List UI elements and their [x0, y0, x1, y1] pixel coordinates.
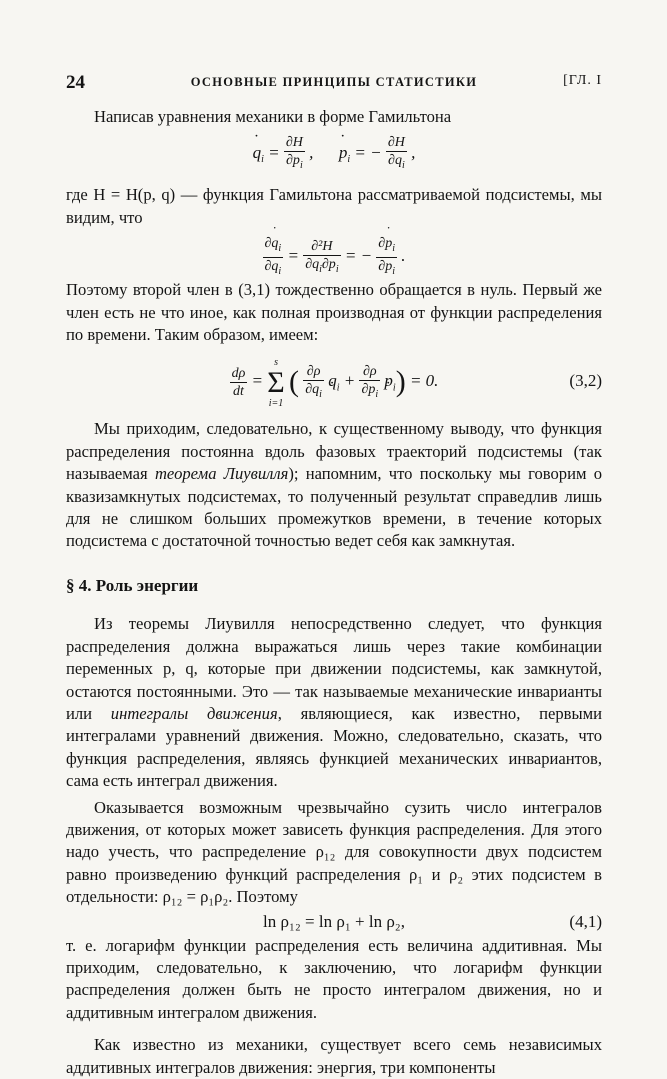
- equation-4-1: [66, 909, 602, 935]
- equation-number-3-2: (3,2): [569, 371, 602, 391]
- equation-derivative-identity: $\frac{\partial˙ q_i}{\partial q_i}$ = $\frac{\text{∂²H}}{\partial q_i\partial p_i}$ = − $\frac{\partial˙ p_i}{\partial p_i}$ .: [66, 235, 602, 279]
- equation-hamilton: ˙ $q_i$ = $\frac{\partial H}{\partial p_i}$ , ˙ $p_i$ = − $\frac{\partial H}{\partial q_i}$ ,: [66, 134, 602, 180]
- paragraph-5: [66, 613, 602, 792]
- paragraph-1: Написав уравнения механики в форме Гамильтона: [94, 107, 452, 126]
- paragraph-4-part-b: ); напомним, что поскольку мы говорим о квазизамкнутых подсистемах, то полученный результат справедлив лишь для не слишком больших промежутков времени, в течение которых подсистема с достаточной точностью ведет себя как замкнутая.: [66, 464, 602, 551]
- paragraph-8: Как известно из механики, существует всего семь независимых аддитивных интегралов движения: энергия, три компоненты: [66, 1035, 602, 1077]
- paragraph-5-part-a: Из теоремы Лиувилля непосредственно следует, что функция распределения должна выражаться лишь через такие комбинации переменных p, q, которые при движении подсистемы, как замкнутой, остаются постоянными. Это — так называемые механические инварианты или: [66, 614, 602, 723]
- sum-lower-limit: i=1: [268, 397, 284, 409]
- sum-upper-limit: s: [274, 356, 278, 368]
- paragraph-7: т. е. логарифм функции распределения есть величина аддитивная. Мы приходим, следовательно, к заключению, что логарифм функции распределения должен быть не просто интегралом движения, но и аддитивным интегралом движения.: [66, 935, 602, 1022]
- paragraph-6: Оказывается возможным чрезвычайно сузить число интегралов движения, от которых может зависеть функция распределения. Для этого надо учесть, что распределение ρ₁₂ для совокупности двух подсистем равно произведению функций распределения ρ₁ и ρ₂ этих подсистем в отдельности: ρ₁₂ = ρ₁ρ₂. Поэтому: [66, 797, 602, 907]
- running-title: ОСНОВНЫЕ ПРИНЦИПЫ СТАТИСТИКИ: [190, 75, 478, 89]
- liouville-theorem-term: теорема Лиувилля: [154, 464, 289, 484]
- paragraph-2: где H = H(p, q) — функция Гамильтона рассматриваемой подсистемы, мы видим, что: [66, 185, 602, 227]
- integrals-of-motion-term: интегралы движения: [110, 703, 278, 723]
- paragraph-3: Поэтому второй член в (3,1) тождественно обращается в нуль. Первый же член есть не что иное, как полная производная от функции распределения по времени. Таким образом, имеем:: [66, 280, 602, 345]
- equation-4-1-text: ln ρ₁₂ = ln ρ₁ + ln ρ₂,: [262, 911, 405, 931]
- running-header: [66, 72, 602, 96]
- equation-number-4-1: (4,1): [569, 911, 602, 931]
- paragraph-4: [66, 418, 602, 552]
- book-page: [66, 72, 602, 1079]
- page-number: 24: [66, 72, 85, 93]
- section-heading: § 4. Роль энергии: [66, 575, 199, 595]
- paragraph-4-part-a: Мы приходим, следовательно, к существенному выводу, что функция распределения постоянна вдоль фазовых траекторий подсистемы (так называемая: [66, 419, 602, 484]
- paragraph-5-part-b: , являющиеся, как известно, первыми интегралами уравнений движения. Можно, следовательно, сказать, что функция распределения, являясь функцией механических инвариантов, сама есть интеграл движения.: [66, 703, 602, 791]
- equation-3-2: $\frac{d\rho}{dt}$ = s Σ i=1 ( $\frac{\partial\rho}{\partial q_i}$ ˙ $q_i$ + $\frac{\partial\rho}{\partial p_i}$ ˙ $p_i) = 0$. (3,2): [66, 352, 602, 410]
- chapter-label: [ГЛ. I: [563, 73, 602, 88]
